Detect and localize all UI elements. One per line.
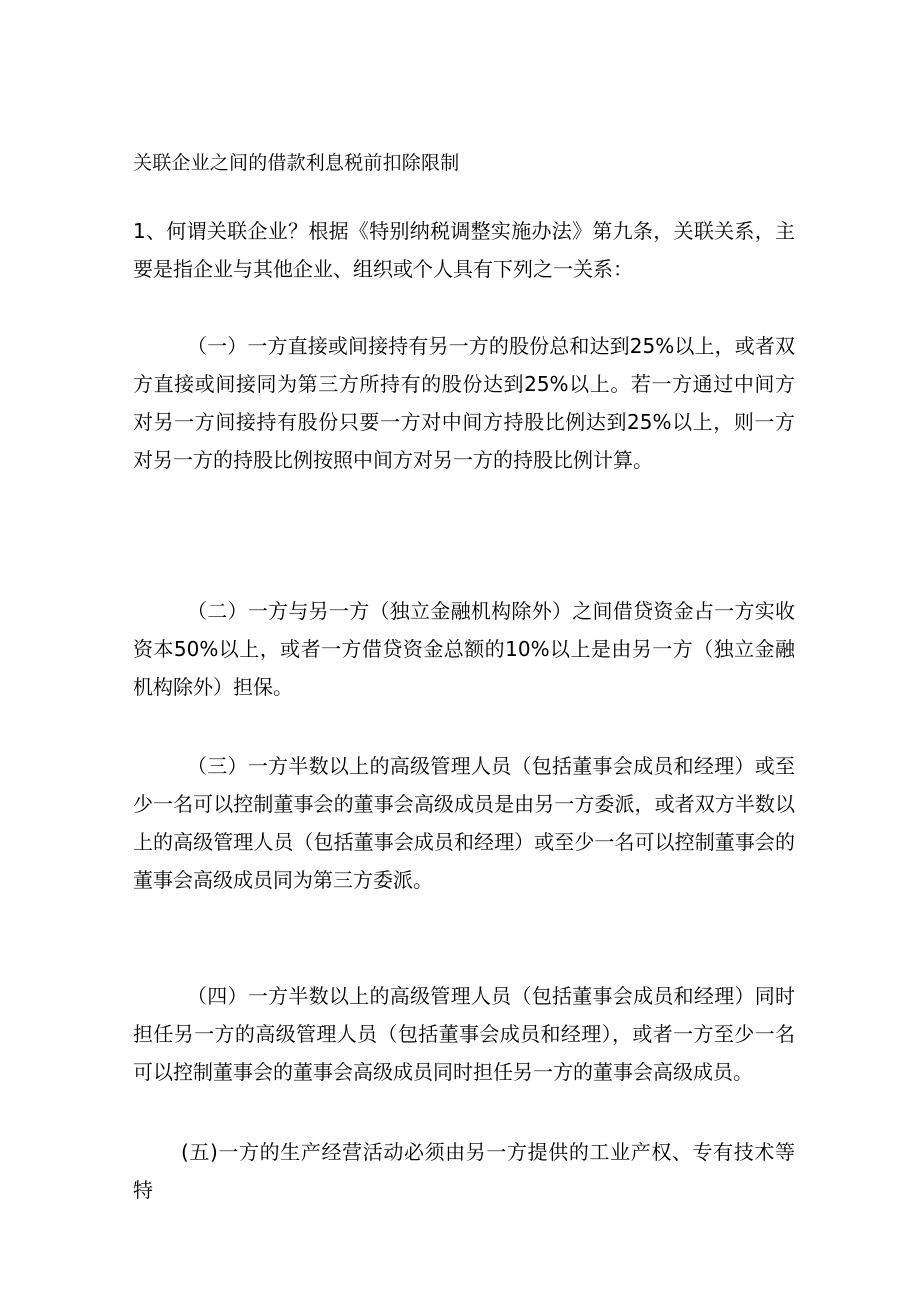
document-title: 关联企业之间的借款利息税前扣除限制 [133, 152, 460, 174]
paragraph-clause-1: （一）一方直接或间接持有另一方的股份总和达到25%以上，或者双方直接或间接同为第三方所持有的股份达到25%以上。若一方通过中间方对另一方间接持有股份只要一方对中间方持股比例达到25%以上，则一方对另一方的持股比例按照中间方对另一方的持股比例计算。 [133, 334, 795, 472]
paragraph-definition: 1、何谓关联企业？根据《特别纳税调整实施办法》第九条，关联关系，主要是指企业与其他企业、组织或个人具有下列之一关系： [133, 219, 795, 281]
paragraph-clause-5: (五)一方的生产经营活动必须由另一方提供的工业产权、专有技术等特 [133, 1140, 795, 1202]
paragraph-clause-4: （四）一方半数以上的高级管理人员（包括董事会成员和经理）同时担任另一方的高级管理人员（包括董事会成员和经理），或者一方至少一名可以控制董事会的董事会高级成员同时担任另一方的董事会高级成员。 [133, 984, 795, 1084]
paragraph-clause-2: （二）一方与另一方（独立金融机构除外）之间借贷资金占一方实收资本50%以上，或者一方借贷资金总额的10%以上是由另一方（独立金融机构除外）担保。 [133, 599, 795, 699]
paragraph-clause-3: （三）一方半数以上的高级管理人员（包括董事会成员和经理）或至少一名可以控制董事会的董事会高级成员是由另一方委派，或者双方半数以上的高级管理人员（包括董事会成员和经理）或至少一名可以控制董事会的董事会高级成员同为第三方委派。 [133, 754, 795, 892]
